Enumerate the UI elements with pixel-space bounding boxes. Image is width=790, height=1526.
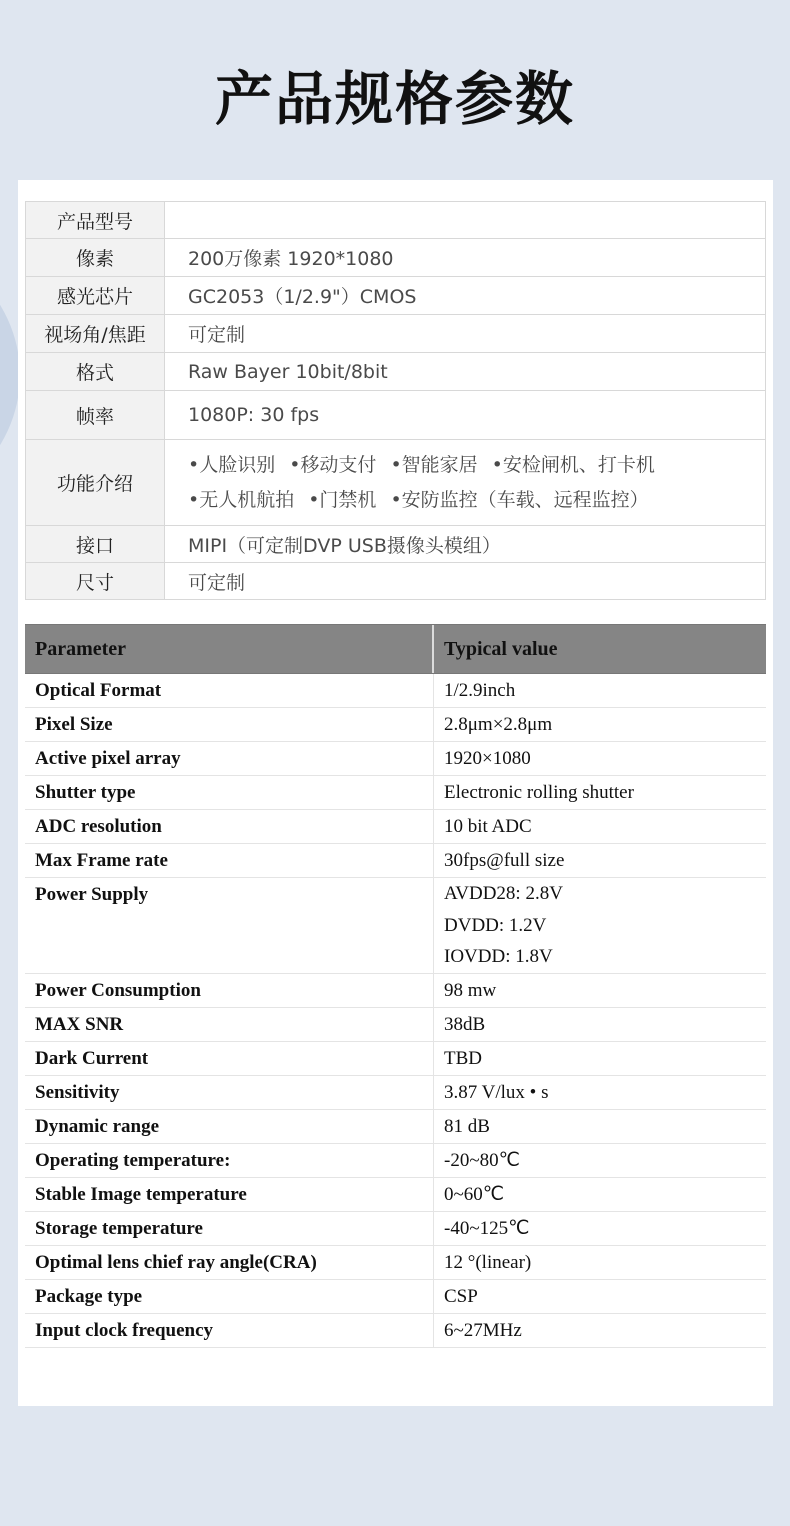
parameter-value-line: 30fps@full size bbox=[444, 850, 565, 871]
parameter-name: Sensitivity bbox=[25, 1076, 434, 1109]
parameter-row bbox=[25, 1280, 766, 1314]
parameter-value bbox=[434, 974, 766, 1007]
cn-table-row bbox=[26, 315, 766, 353]
function-item: •移动支付 bbox=[289, 453, 377, 476]
parameter-row bbox=[25, 844, 766, 878]
parameter-name: Storage temperature bbox=[25, 1212, 434, 1245]
parameter-value-line: DVDD: 1.2V bbox=[444, 914, 547, 936]
parameter-value-line: 38dB bbox=[444, 1013, 486, 1035]
parameter-value bbox=[434, 1280, 766, 1313]
cn-table-row bbox=[26, 277, 766, 315]
parameter-row bbox=[25, 1178, 766, 1212]
cn-row-value bbox=[165, 440, 766, 526]
parameter-row bbox=[25, 1314, 766, 1348]
parameter-row bbox=[25, 810, 766, 844]
parameter-value bbox=[434, 776, 766, 809]
cn-row-key: 像素 bbox=[26, 239, 165, 277]
parameter-value bbox=[434, 1246, 766, 1279]
cn-table-row bbox=[26, 440, 766, 526]
cn-table-row bbox=[26, 353, 766, 391]
cn-row-value: MIPI（可定制DVP USB摄像头模组） bbox=[165, 526, 766, 563]
parameter-row bbox=[25, 1144, 766, 1178]
parameter-value bbox=[434, 1110, 766, 1143]
cn-row-value: GC2053（1/2.9"）CMOS bbox=[165, 277, 766, 315]
header-parameter: Parameter bbox=[25, 625, 434, 673]
parameter-name: Dynamic range bbox=[25, 1110, 434, 1143]
function-line bbox=[188, 448, 765, 483]
parameter-name: MAX SNR bbox=[25, 1008, 434, 1041]
parameter-name: Dark Current bbox=[25, 1042, 434, 1075]
parameter-value-line: CSP bbox=[444, 1285, 478, 1307]
parameter-name: Shutter type bbox=[25, 776, 434, 809]
product-spec-table-cn bbox=[25, 201, 766, 600]
parameter-value-line: 1/2.9inch bbox=[444, 680, 516, 701]
parameter-value-line: IOVDD: 1.8V bbox=[444, 946, 553, 967]
parameter-value-line: 98 mw bbox=[444, 979, 497, 1001]
parameter-table bbox=[25, 624, 766, 1348]
parameter-row bbox=[25, 776, 766, 810]
cn-row-key: 帧率 bbox=[26, 391, 165, 440]
parameter-value bbox=[434, 1042, 766, 1075]
cn-row-value: Raw Bayer 10bit/8bit bbox=[165, 353, 766, 391]
parameter-name: Active pixel array bbox=[25, 742, 434, 775]
parameter-row bbox=[25, 1042, 766, 1076]
parameter-value-line: 12 °(linear) bbox=[444, 1251, 532, 1273]
parameter-name: Max Frame rate bbox=[25, 844, 434, 877]
function-item: •智能家居 bbox=[390, 453, 478, 476]
cn-row-key: 尺寸 bbox=[26, 563, 165, 600]
cn-row-key: 接口 bbox=[26, 526, 165, 563]
parameter-value bbox=[434, 844, 766, 877]
parameter-row bbox=[25, 742, 766, 776]
parameter-value bbox=[434, 1212, 766, 1245]
parameter-value bbox=[434, 742, 766, 775]
parameter-value-line: 6~27MHz bbox=[444, 1319, 522, 1341]
spec-card bbox=[18, 180, 773, 1406]
function-item: •人脸识别 bbox=[188, 453, 276, 476]
parameter-value-line: AVDD28: 2.8V bbox=[444, 883, 563, 904]
parameter-value-line: 0~60℃ bbox=[444, 1183, 505, 1205]
background-circle bbox=[0, 230, 20, 520]
parameter-value-line: Electronic rolling shutter bbox=[444, 782, 634, 803]
parameter-value bbox=[434, 810, 766, 843]
parameter-row bbox=[25, 1212, 766, 1246]
cn-row-value: 1080P: 30 fps bbox=[165, 391, 766, 440]
parameter-value-line: 3.87 V/lux • s bbox=[444, 1081, 549, 1103]
function-line bbox=[188, 483, 765, 518]
cn-row-value: 可定制 bbox=[165, 315, 766, 353]
parameter-value bbox=[434, 1008, 766, 1041]
parameter-name: Optimal lens chief ray angle(CRA) bbox=[25, 1246, 434, 1279]
parameter-value-line: TBD bbox=[444, 1047, 482, 1069]
parameter-row bbox=[25, 974, 766, 1008]
parameter-name: Operating temperature: bbox=[25, 1144, 434, 1177]
cn-row-key: 感光芯片 bbox=[26, 277, 165, 315]
cn-table-row bbox=[26, 239, 766, 277]
parameter-value bbox=[434, 1144, 766, 1177]
parameter-value-line: 10 bit ADC bbox=[444, 816, 532, 837]
cn-table-row bbox=[26, 563, 766, 600]
parameter-value-line: 1920×1080 bbox=[444, 748, 531, 769]
parameter-value-line: -40~125℃ bbox=[444, 1217, 530, 1239]
parameter-table-header bbox=[25, 624, 766, 674]
parameter-value bbox=[434, 1178, 766, 1211]
parameter-name: Pixel Size bbox=[25, 708, 434, 741]
cn-row-key: 格式 bbox=[26, 353, 165, 391]
parameter-value bbox=[434, 878, 766, 973]
cn-row-key: 产品型号 bbox=[26, 202, 165, 239]
parameter-row bbox=[25, 1008, 766, 1042]
parameter-value-line: 2.8μm×2.8μm bbox=[444, 714, 553, 735]
parameter-name: Stable Image temperature bbox=[25, 1178, 434, 1211]
parameter-value bbox=[434, 674, 766, 707]
parameter-name: ADC resolution bbox=[25, 810, 434, 843]
parameter-row bbox=[25, 1246, 766, 1280]
cn-row-value: 可定制 bbox=[165, 563, 766, 600]
cn-row-key: 视场角/焦距 bbox=[26, 315, 165, 353]
cn-table-row bbox=[26, 526, 766, 563]
function-item: •安检闸机、打卡机 bbox=[491, 453, 655, 476]
parameter-value-line: -20~80℃ bbox=[444, 1149, 520, 1171]
parameter-row bbox=[25, 708, 766, 742]
parameter-name: Power Consumption bbox=[25, 974, 434, 1007]
function-item: •无人机航拍 bbox=[188, 488, 295, 511]
parameter-name: Power Supply bbox=[25, 878, 434, 973]
parameter-row bbox=[25, 878, 766, 974]
function-item: •门禁机 bbox=[308, 488, 377, 511]
cn-table-row bbox=[26, 202, 766, 239]
parameter-name: Package type bbox=[25, 1280, 434, 1313]
header-typical-value: Typical value bbox=[444, 638, 558, 660]
page-title: 产品规格参数 bbox=[214, 65, 575, 133]
parameter-name: Optical Format bbox=[25, 674, 434, 707]
parameter-table-body bbox=[25, 674, 766, 1348]
parameter-value-line: 81 dB bbox=[444, 1115, 490, 1137]
cn-row-value bbox=[165, 202, 766, 239]
parameter-name: Input clock frequency bbox=[25, 1314, 434, 1347]
parameter-row bbox=[25, 674, 766, 708]
cn-table-row bbox=[26, 391, 766, 440]
parameter-row bbox=[25, 1110, 766, 1144]
parameter-row bbox=[25, 1076, 766, 1110]
parameter-value bbox=[434, 1314, 766, 1347]
function-item: •安防监控（车载、远程监控） bbox=[390, 488, 649, 511]
cn-row-key: 功能介绍 bbox=[26, 440, 165, 526]
parameter-value bbox=[434, 708, 766, 741]
parameter-value bbox=[434, 1076, 766, 1109]
cn-row-value: 200万像素 1920*1080 bbox=[165, 239, 766, 277]
